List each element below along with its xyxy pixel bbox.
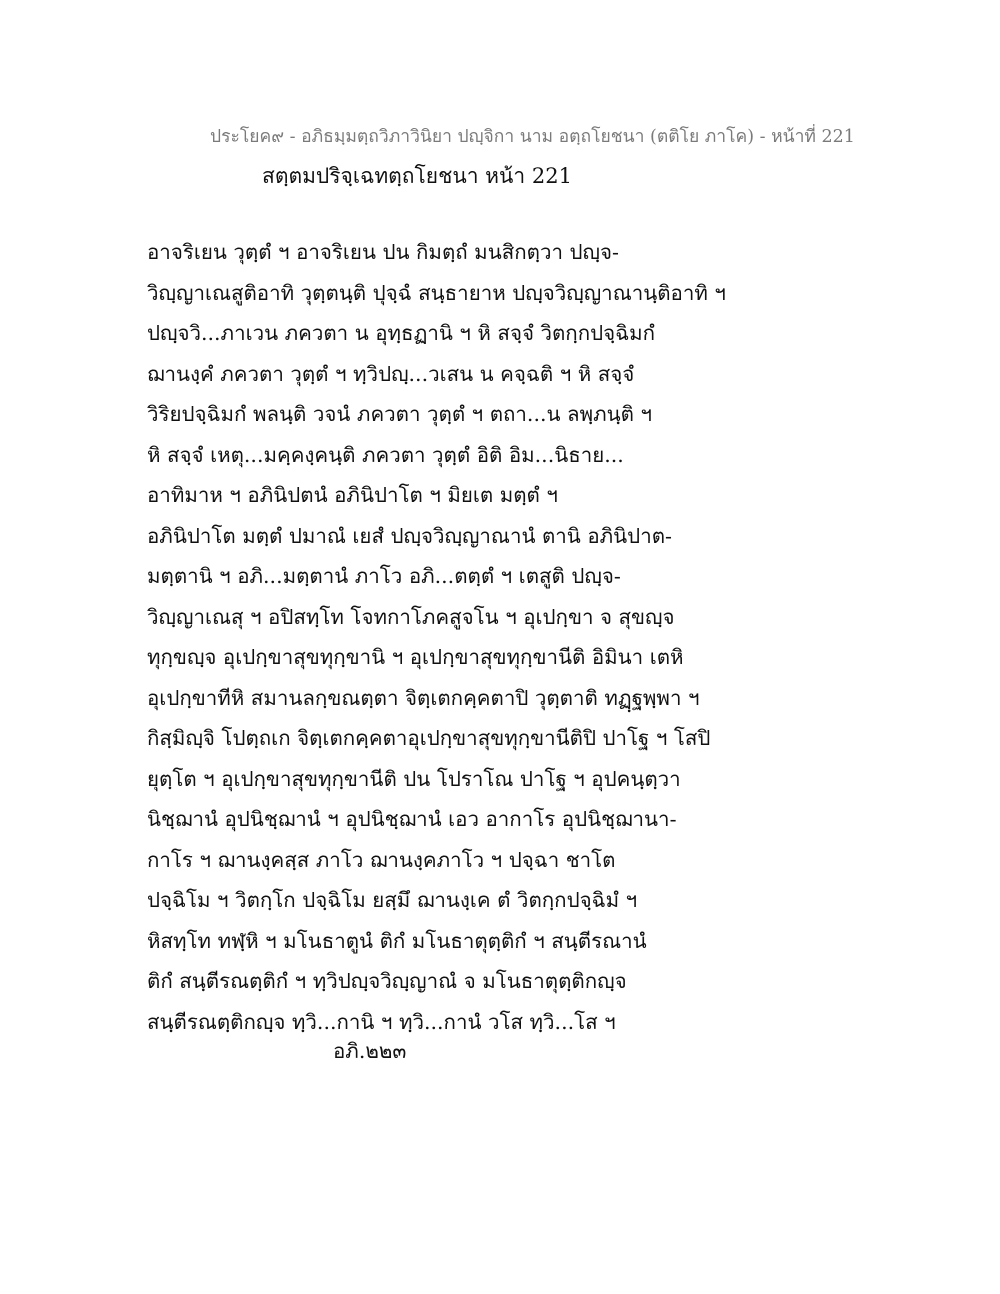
body-line: ติกํ สนฺตีรณตฺติกํ ฯ ทฺวิปญฺจวิญฺญาณํ จ มโนธาตุตฺติกญฺจ (147, 969, 627, 993)
body-line: ปญฺจวิ...ภาเวน ภควตา น อุทฺธฏานิ ฯ หิ สจฺจํ วิตกฺกปจฺฉิมกํ (147, 321, 656, 345)
body-line: วิริยปจฺฉิมกํ พลนฺติ วจนํ ภควตา วุตฺตํ ฯ ตถา...น ลพฺภนฺติ ฯ (147, 402, 652, 426)
body-line: นิชฺฌานํ อุปนิชฺฌานํ ฯ อุปนิชฺฌานํ เอว อากาโร อุปนิชฺฌานา- (147, 807, 677, 831)
body-line: อุเปกฺขาทีหิ สมานลกฺขณตฺตา จิตฺเตกคฺคตาปิ วุตฺตาติ ทฏฺฐพฺพา ฯ (147, 685, 700, 710)
body-line: กาโร ฯ ฌานงฺคสฺส ภาโว ฌานงฺคภาโว ฯ ปจฺฉา ชาโต (147, 847, 616, 872)
body-line: ทุกฺขญฺจ อุเปกฺขาสุขทุกฺขานิ ฯ อุเปกฺขาสุขทุกฺขานีติ อิมินา เตหิ (147, 645, 684, 669)
page-reference: อภิ.๒๒๓ (333, 1039, 407, 1063)
body-line: ฌานงฺคํ ภควตา วุตฺตํ ฯ ทฺวิปญฺ...วเสน น คจฺฉติ ฯ หิ สจฺจํ (147, 361, 635, 386)
body-line: วิญฺญาเณสูติอาทิ วุตฺตนฺติ ปุจฺฉํ สนฺธายาห ปญฺจวิญฺญาณานฺติอาทิ ฯ (147, 280, 726, 305)
body-line: อาจริเยน วุตฺตํ ฯ อาจริเยน ปน กิมตฺถํ มนสิกตฺวา ปญฺจ- (147, 240, 619, 264)
body-line: อภินิปาโต มตฺตํ ปมาณํ เยสํ ปญฺจวิญฺญาณานํ ตานิ อภินิปาต- (147, 523, 672, 548)
body-line: อาทิมาห ฯ อภินิปตนํ อภินิปาโต ฯ มิยเต มตฺตํ ฯ (147, 483, 558, 507)
body-line: มตฺตานิ ฯ อภิ...มตฺตานํ ภาโว อภิ...ตตฺตํ ฯ เตสูติ ปญฺจ- (147, 564, 621, 588)
body-line: ปจฺฉิโม ฯ วิตกฺโก ปจฺฉิโม ยสฺมึ ฌานงฺเค ตํ วิตกฺกปจฺฉิมํ ฯ (147, 888, 638, 912)
body-text (147, 232, 867, 1042)
body-line: วิญฺญาเณสุ ฯ อปิสทฺโท โจทกาโภคสูจโน ฯ อุเปกฺขา จ สุขญฺจ (147, 604, 675, 629)
body-line: หิสทฺโท ทฬฺหิ ฯ มโนธาตูนํ ติกํ มโนธาตุตฺติกํ ฯ สนฺตีรณานํ (147, 928, 647, 953)
body-line: ยุตฺโต ฯ อุเปกฺขาสุขทุกฺขานีติ ปน โปราโณ ปาโฐ ฯ อุปคนฺตฺวา (147, 766, 681, 791)
section-title: สตฺตมปริจฺเฉทตฺถโยชนา หน้า 221 (262, 164, 572, 188)
body-line: กิสฺมิญฺจิ โปตฺถเก จิตฺเตกคฺคตาอุเปกฺขาสุขทุกฺขานีติปิ ปาโฐ ฯ โสปิ (147, 726, 711, 750)
running-header: ประโยค๙ - อภิธมฺมตฺถวิภาวินิยา ปญฺจิกา นาม อตฺถโยชนา (ตติโย ภาโค) - หน้าที่ 221 (210, 127, 855, 147)
body-line: หิ สจฺจํ เหตุ...มคฺคงฺคนฺติ ภควตา วุตฺตํ อิติ อิม...นิธาย... (147, 442, 624, 467)
body-line: สนฺตีรณตฺติกญฺจ ทฺวิ...กานิ ฯ ทฺวิ...กานํ วโส ทฺวิ...โส ฯ (147, 1009, 616, 1034)
